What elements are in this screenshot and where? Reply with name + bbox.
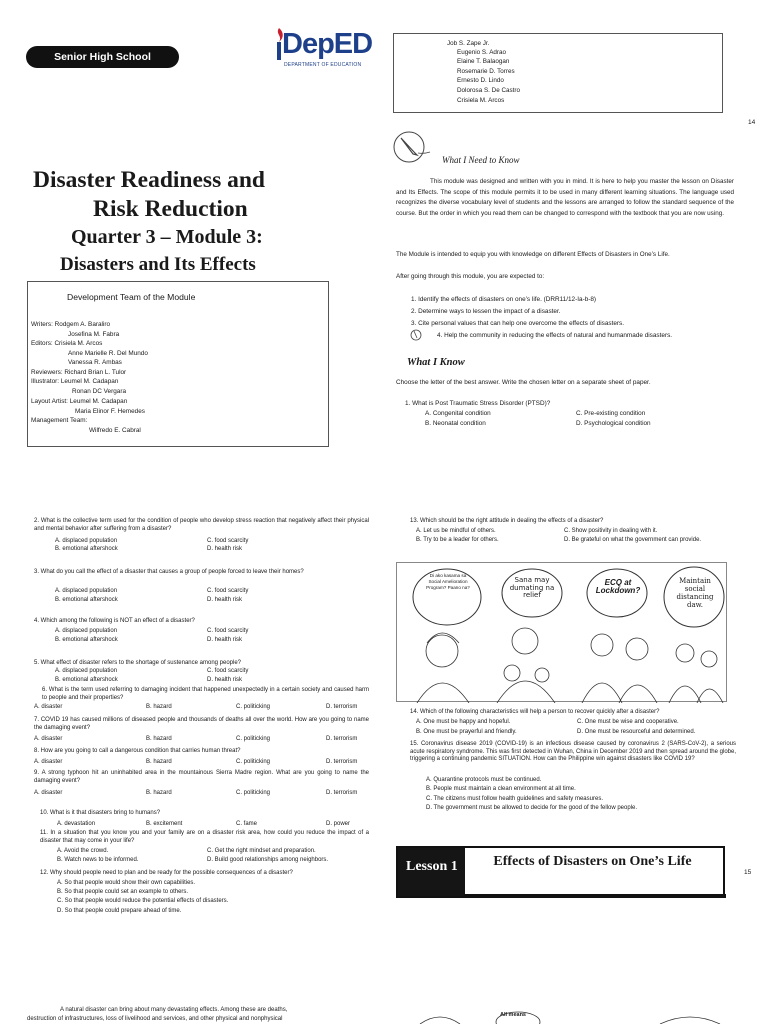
pencil-icon — [392, 130, 432, 164]
q10-option: A. devastation — [57, 821, 96, 827]
need-to-know-heading: What I Need to Know — [442, 155, 520, 165]
expectations-intro: After going through this module, you are expected to: — [396, 273, 545, 280]
question-7: 7. COVID 19 has caused millions of diseased people and thousands of deaths all over the world. How are you going to name the damaging event? — [34, 717, 369, 731]
q3-option: B. emotional aftershock — [55, 597, 118, 603]
q5-option: C. food scarcity — [207, 668, 249, 674]
question-12: 12. Why should people need to plan and be ready for the possible consequences of a disaster? — [40, 870, 293, 876]
q11-option: C. Get the right mindset and preparation. — [207, 848, 316, 854]
q1-option-b: B. Neonatal condition — [425, 420, 486, 427]
name-item: Elaine T. Balaogan — [457, 58, 510, 65]
q4-option: D. health risk — [207, 637, 243, 643]
q14-option: B. One must be prayerful and friendly. — [416, 729, 517, 735]
q13-option: D. Be grateful on what the government can provide. — [564, 537, 702, 543]
dev-team-row: Editors: Crisiela M. Arcos — [31, 340, 103, 347]
speech-bubble-text: Di ako kasama sa Social Amelioration Program? Paano na? — [426, 573, 470, 590]
instructions: Choose the letter of the best answer. Write the chosen letter on a separate sheet of paper. — [396, 379, 651, 386]
q7-option: A. disaster — [34, 736, 63, 742]
lesson-shadow-bar — [464, 894, 726, 898]
q1-option-d: D. Psychological condition — [576, 420, 651, 427]
q3-option: D. health risk — [207, 597, 243, 603]
name-item: Dolorosa S. De Castro — [457, 87, 520, 94]
page-number: 14 — [748, 119, 756, 126]
q12-option: A. So that people would show their own capabilities. — [57, 880, 196, 886]
q11-option: D. Build good relationships among neighbors. — [207, 857, 329, 863]
bottom-bubble-text: All means — [500, 1012, 526, 1018]
question-11: 11. In a situation that you know you and your family are on a disaster risk area, how could you reduce the impact of a disaster that may come in your life? — [40, 830, 369, 844]
dev-team-row: Vanessa R. Ambas — [68, 359, 122, 366]
q1-option-a: A. Congenital condition — [425, 410, 491, 417]
q10-option: D. power — [326, 821, 351, 827]
q15-option: A. Quarantine protocols must be continued. — [426, 777, 542, 783]
question-1: 1. What is Post Traumatic Stress Disorder (PTSD)? — [405, 400, 551, 407]
objective-item: 3. Cite personal values that can help one overcome the effects of disasters. — [411, 320, 625, 327]
q3-option: C. food scarcity — [207, 588, 249, 594]
speech-bubble-text: Sana may dumating na relief — [509, 576, 555, 600]
q13-option: B. Try to be a leader for others. — [416, 537, 499, 543]
q5-option: D. health risk — [207, 677, 243, 683]
q10-option: B. excitement — [146, 821, 183, 827]
pencil-small-icon — [410, 328, 422, 342]
deped-logo — [270, 26, 374, 72]
question-8: 8. How are you going to call a dangerous condition that carries human threat? — [34, 748, 241, 754]
q13-option: A. Let us be mindful of others. — [416, 528, 496, 534]
dev-team-row: Reviewers: Richard Brian L. Tulor — [31, 369, 127, 376]
question-10: 10. What is it that disasters bring to humans? — [40, 810, 161, 816]
module-quarter: Quarter 3 – Module 3: — [71, 226, 263, 248]
q2-option: A. displaced population — [55, 538, 118, 544]
q6-option: A. disaster — [34, 704, 63, 710]
q12-option: C. So that people would reduce the potential effects of disasters. — [57, 898, 229, 904]
q5-option: B. emotional aftershock — [55, 677, 118, 683]
development-team-box — [27, 281, 329, 447]
name-item: Crisiela M. Arcos — [457, 97, 505, 104]
q14-option: C. One must be wise and cooperative. — [577, 719, 679, 725]
need-to-know-paragraph: This module was designed and written with you in mind. It is here to help you master the lesson on Disaster and Its Effects. The scope of this module permits it to be used in many different learning situations. The language used recognizes the diverse vocabulary level of students and the lessons are arranged to follow the standard sequence of the course. But the order in which you read them can be changed to correspond with the textbook that you are now using. — [396, 178, 734, 218]
question-4: 4. Which among the following is NOT an effect of a disaster? — [34, 618, 195, 624]
module-subtitle: Disasters and Its Effects — [60, 254, 256, 275]
q12-option: D. So that people could prepare ahead of time. — [57, 908, 182, 914]
question-5: 5. What effect of disaster refers to the shortage of sustenance among people? — [34, 660, 242, 666]
q15-option: C. The citizens must follow health guidelines and safety measures. — [426, 796, 603, 802]
q10-option: C. fame — [236, 821, 258, 827]
q2-option: C. food scarcity — [207, 538, 249, 544]
question-14: 14. Which of the following characteristics will help a person to recover quickly after a disaster? — [410, 709, 660, 715]
q13-option: C. Show positivity in dealing with it. — [564, 528, 658, 534]
q15-option: B. People must maintain a clean environment at all time. — [426, 786, 576, 792]
q5-option: A. displaced population — [55, 668, 118, 674]
q6-option: D. terrorism — [326, 704, 358, 710]
dev-team-row: Illustrator: Leumel M. Cadapan — [31, 378, 119, 385]
q7-option: C. politicking — [236, 736, 271, 742]
lesson-header — [396, 846, 725, 898]
what-i-know-heading: What I Know — [407, 357, 465, 368]
q11-option: B. Watch news to be informed. — [57, 857, 139, 863]
q3-option: A. displaced population — [55, 588, 118, 594]
dev-team-row: Writers: Rodgem A. Baraliro — [31, 321, 111, 328]
question-13: 13. Which should be the right attitude in dealing the effects of a disaster? — [410, 518, 604, 524]
speech-bubble-text: ECQ at Lockdown? — [595, 578, 641, 596]
speech-bubble-text: Maintain social distancing daw. — [676, 577, 714, 610]
q2-option: D. health risk — [207, 546, 243, 552]
dev-team-row: Maria Elinor F. Hemedes — [75, 408, 145, 415]
dev-team-row: Management Team: — [31, 417, 88, 424]
objective-item: 1. Identify the effects of disasters on one’s life. (DRR11/12-Ia-b-8) — [411, 296, 597, 303]
q11-option: A. Avoid the crowd. — [57, 848, 109, 854]
name-item: Ernesto D. Lindo — [457, 77, 504, 84]
q4-option: A. displaced population — [55, 628, 118, 634]
q9-option: C. politicking — [236, 790, 271, 796]
q9-option: B. hazard — [146, 790, 172, 796]
question-2: 2. What is the collective term used for the condition of people who develop stress reaction that negatively affect their physical and mental behavior after suffering from a disaster? — [34, 518, 369, 532]
objective-item: 4. Help the community in reducing the effects of natural and humanmade disasters. — [437, 332, 673, 339]
logo-subtitle: DEPARTMENT OF EDUCATION — [284, 62, 362, 68]
q7-option: D. terrorism — [326, 736, 358, 742]
q14-option: A. One must be happy and hopeful. — [416, 719, 511, 725]
q9-option: A. disaster — [34, 790, 63, 796]
question-15: 15. Coronavirus disease 2019 (COVID-19) is an infectious disease caused by coronavirus 2 (SARS-CoV-2), a serious acute respiratory syndrome. This was first detected in Wuhan, China in December 2019 and then spread around the globe, triggering a continuing pandemic SITUATION. How can the Philippine win against disasters like COVID 19? — [410, 741, 736, 762]
lesson-paragraph-line: destruction of infrastructures, loss of livelihood and services, and other physical and nonphysical — [27, 1016, 283, 1022]
management-names-box — [393, 33, 723, 113]
dev-team-row: Josefina M. Fabra — [68, 331, 120, 338]
q4-option: B. emotional aftershock — [55, 637, 118, 643]
q6-option: C. politicking — [236, 704, 271, 710]
q2-option: B. emotional aftershock — [55, 546, 118, 552]
school-level-badge: Senior High School — [26, 46, 179, 68]
q12-option: B. So that people could set an example to others. — [57, 889, 189, 895]
q7-option: B. hazard — [146, 736, 172, 742]
covid-cartoon-illustration — [396, 562, 727, 702]
dev-team-row: Layout Artist: Leumel M. Cadapan — [31, 398, 128, 405]
dev-team-row: Ronan DC Vergara — [72, 388, 126, 395]
q4-option: C. food scarcity — [207, 628, 249, 634]
q15-option: D. The government must be allowed to decide for the good of the fellow people. — [426, 805, 638, 811]
bottom-cartoon-fragment — [410, 1008, 740, 1024]
dev-team-row: Wilfredo E. Cabral — [89, 427, 141, 434]
q9-option: D. terrorism — [326, 790, 358, 796]
question-3: 3. What do you call the effect of a disaster that causes a group of people forced to leave their homes? — [34, 569, 304, 575]
module-title-line1: Disaster Readiness and — [33, 167, 265, 193]
logo-text: DepED — [282, 28, 373, 60]
question-9: 9. A strong typhoon hit an uninhabited area in the mountainous Sierra Madre region. What are you going to name the damaging event? — [34, 770, 369, 784]
q8-option: D. terrorism — [326, 759, 358, 765]
name-item: Job S. Zape Jr. — [447, 40, 490, 47]
q8-option: C. politicking — [236, 759, 271, 765]
lesson-number: Lesson 1 — [398, 848, 465, 896]
objective-item: 2. Determine ways to lessen the impact of a disaster. — [411, 308, 561, 315]
q14-option: D. One must be resourceful and determined. — [577, 729, 696, 735]
name-item: Eugenio S. Adrao — [457, 49, 507, 56]
q8-option: B. hazard — [146, 759, 172, 765]
lesson-paragraph-line: A natural disaster can bring about many devastating effects. Among these are deaths, — [60, 1007, 288, 1013]
question-6: 6. What is the term used referring to damaging incident that happened unexpectedly in a certain society and caused harm to people and their properties? — [42, 687, 369, 701]
dev-team-row: Anne Marielle R. Del Mundo — [68, 350, 148, 357]
module-title-line2: Risk Reduction — [93, 196, 248, 222]
q8-option: A. disaster — [34, 759, 63, 765]
page-number: 15 — [744, 869, 752, 876]
q1-option-c: C. Pre-existing condition — [576, 410, 646, 417]
q6-option: B. hazard — [146, 704, 172, 710]
lesson-title: Effects of Disasters on One’s Life — [493, 854, 692, 869]
module-intent: The Module is intended to equip you with knowledge on different Effects of Disasters in One’s Life. — [396, 251, 670, 258]
name-item: Rosemarie D. Torres — [457, 68, 515, 75]
dev-team-heading: Development Team of the Module — [67, 292, 196, 302]
